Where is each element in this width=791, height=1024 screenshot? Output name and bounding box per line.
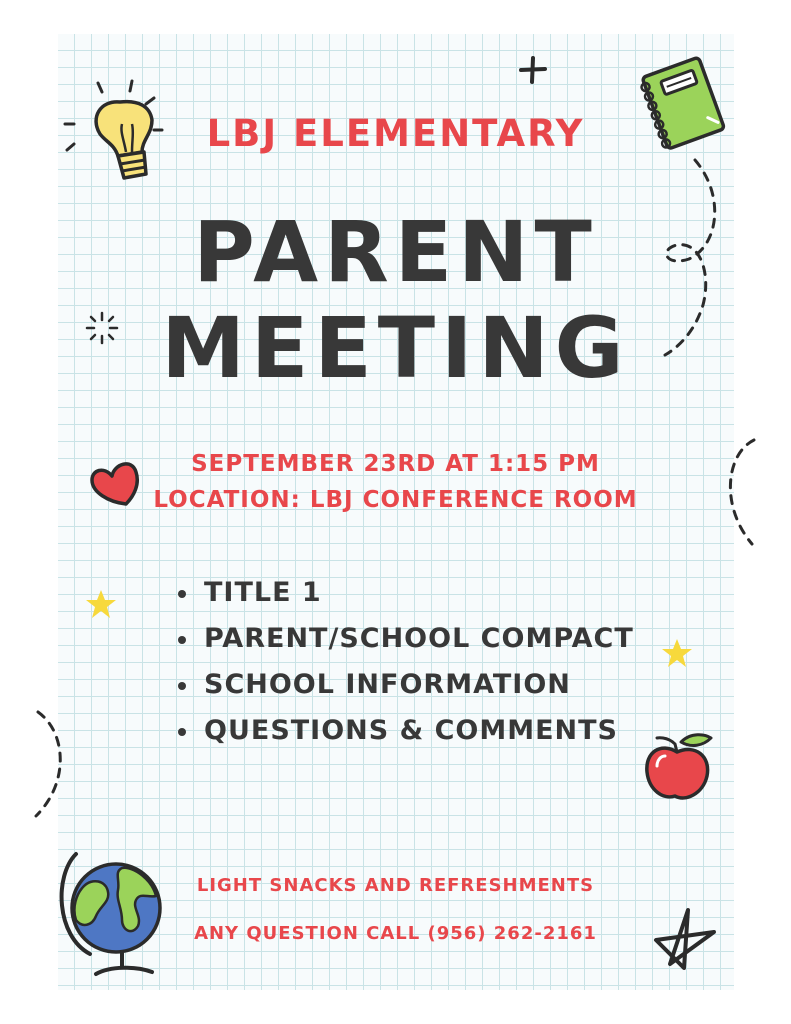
school-name: LBJ ELEMENTARY: [206, 112, 585, 155]
agenda-item: [178, 570, 634, 616]
agenda-list: [178, 570, 634, 754]
star-icon: [84, 588, 118, 620]
dashed-arc-decoration: [720, 436, 760, 548]
agenda-item: [178, 662, 634, 708]
lightbulb-icon: [62, 78, 172, 190]
refreshments-note: LIGHT SNACKS AND REFRESHMENTS: [196, 875, 595, 896]
agenda-item: [178, 616, 634, 662]
bullet-icon: [178, 590, 186, 598]
star-icon: [660, 637, 694, 669]
agenda-item-label: PARENT/SCHOOL COMPACT: [204, 623, 634, 654]
globe-icon: [56, 840, 168, 980]
heart-icon: [88, 456, 144, 510]
meeting-date-time: SEPTEMBER 23RD AT 1:15 PM: [191, 451, 600, 477]
dashed-arc-decoration: [30, 708, 70, 820]
dashed-swirl-decoration: [655, 155, 725, 365]
plus-icon: [518, 55, 548, 85]
bullet-icon: [178, 682, 186, 690]
star-outline-icon: [648, 904, 720, 976]
agenda-item: [178, 708, 634, 754]
bullet-icon: [178, 636, 186, 644]
meeting-location: LOCATION: LBJ CONFERENCE ROOM: [153, 487, 638, 513]
contact-phone: ANY QUESTION CALL (956) 262-2161: [194, 923, 597, 944]
agenda-item-label: TITLE 1: [204, 577, 322, 608]
apple-icon: [641, 728, 717, 804]
title-line-2: MEETING: [161, 299, 630, 397]
agenda-item-label: SCHOOL INFORMATION: [204, 669, 571, 700]
sparkle-icon: [84, 310, 120, 346]
bullet-icon: [178, 728, 186, 736]
notebook-icon: [636, 55, 732, 155]
title-line-1: PARENT: [193, 203, 598, 301]
agenda-item-label: QUESTIONS & COMMENTS: [204, 715, 618, 746]
